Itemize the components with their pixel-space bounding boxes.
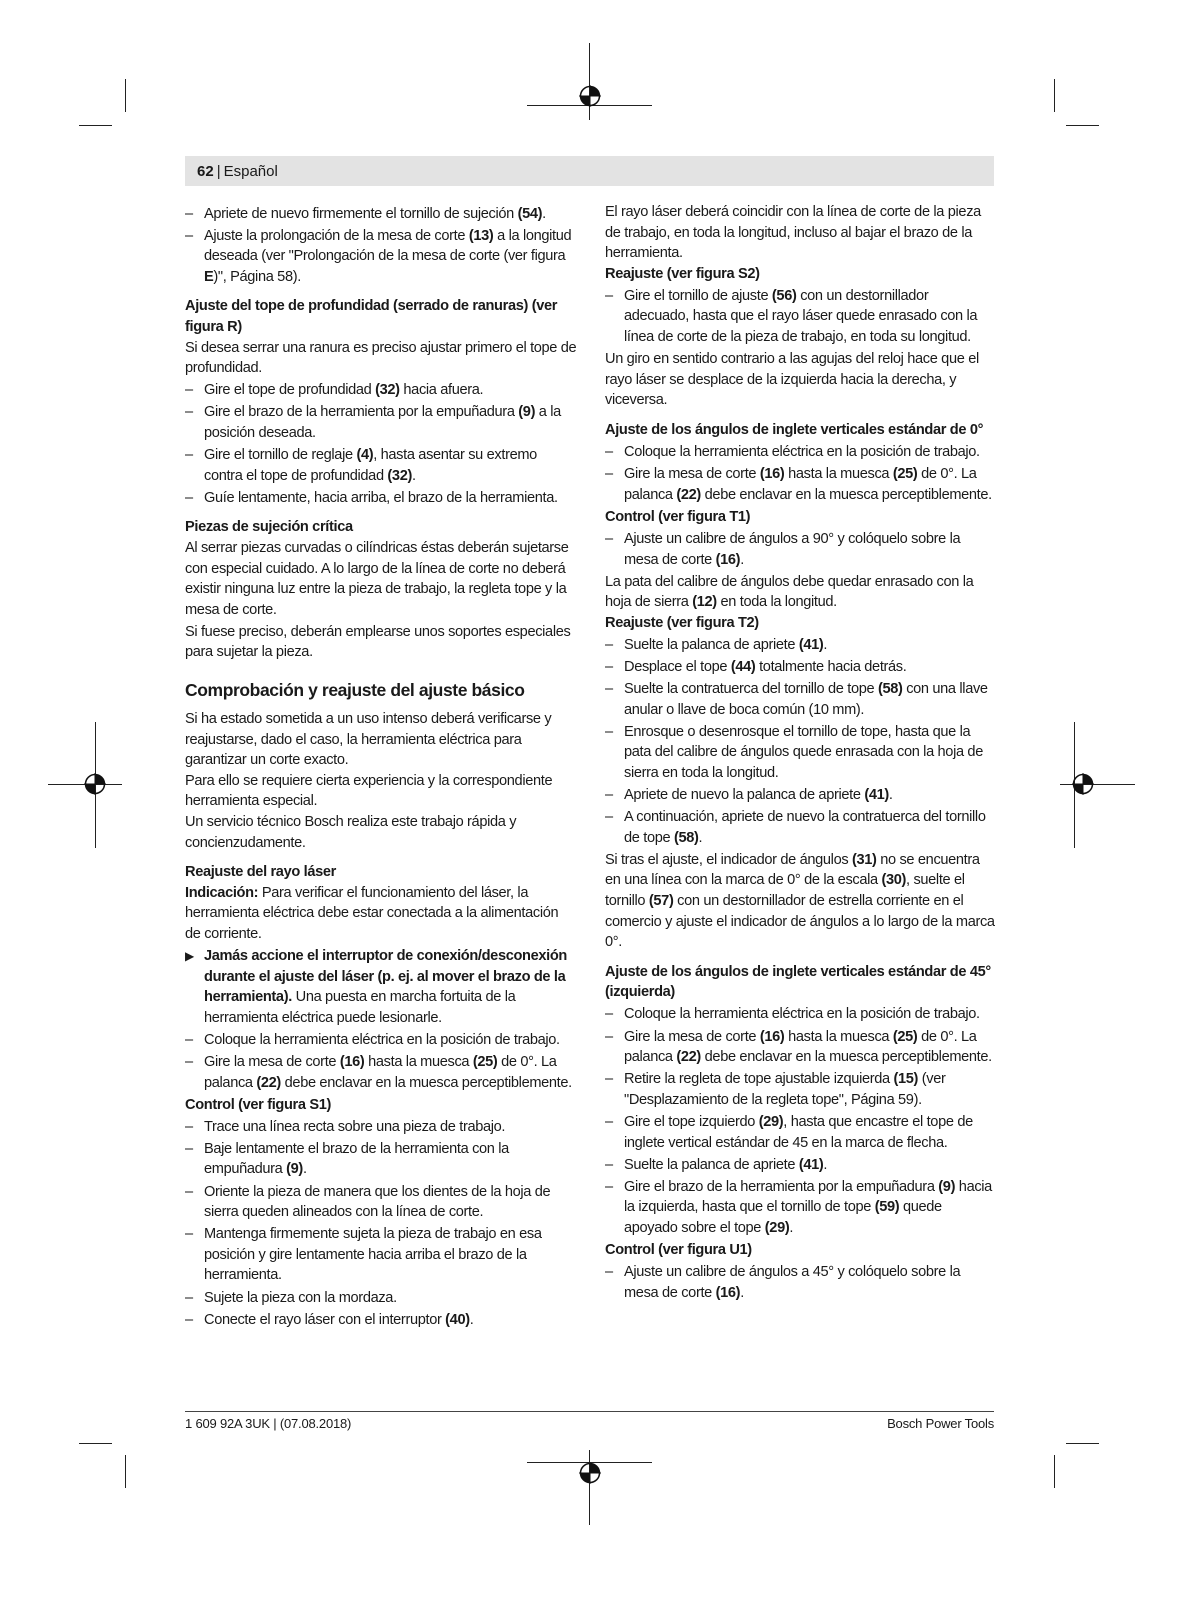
subheading: Reajuste (ver figura S2): [605, 265, 760, 282]
list-item-text: Apriete de nuevo firmemente el tornillo de sujeción (54).: [204, 205, 546, 222]
list-item-text: Coloque la herramienta eléctrica en la posición de trabajo.: [624, 1006, 980, 1023]
dash-bullet: –: [605, 787, 613, 804]
dash-bullet: –: [185, 382, 193, 399]
list-item-text: Coloque la herramienta eléctrica en la posición de trabajo.: [204, 1031, 560, 1048]
list-item-text: Gire el tope de profundidad (32) hacia afuera.: [204, 382, 484, 399]
list-item: [185, 1288, 577, 1309]
dash-bullet: –: [605, 1178, 613, 1195]
list-item-text: Gire el tope izquierdo (29), hasta que encastre el tope de inglete vertical estándar de 45 en la marca de flecha.: [624, 1113, 973, 1151]
subheading: Reajuste del rayo láser: [185, 864, 336, 881]
list-item-text: Ajuste un calibre de ángulos a 90° y colóquelo sobre la mesa de corte (16).: [624, 530, 961, 568]
dash-bullet: –: [605, 723, 613, 740]
dash-bullet: –: [185, 1183, 193, 1200]
paragraph: Si tras el ajuste, el indicador de ángulos (31) no se encuentra en una línea con la marca de 0° de la escala (30), suelte el tornillo (57) con un destornillador de estrella corriente en el comercio y ajuste el indicador de ángulos a lo largo de la marca 0°.: [605, 851, 995, 951]
list-item: [605, 785, 997, 806]
crop-mark: [125, 1455, 126, 1488]
list-item-text: Conecte el rayo láser con el interruptor (40).: [204, 1311, 474, 1328]
dash-bullet: –: [185, 1140, 193, 1157]
paragraph: Si ha estado sometida a un uso intenso deberá verificarse y reajustarse, dado el caso, la herramienta eléctrica para garantizar un corte exacto.: [185, 710, 552, 769]
paragraph: Para ello se requiere cierta experiencia y la correspondiente herramienta especial.: [185, 772, 553, 810]
dash-bullet: –: [605, 1006, 613, 1023]
dash-bullet: –: [185, 1289, 193, 1306]
dash-bullet: –: [185, 1311, 193, 1328]
list-item: [185, 946, 577, 1028]
subheading: Ajuste del tope de profundidad (serrado de ranuras) (ver figura R): [185, 298, 558, 335]
list-item-text: Sujete la pieza con la mordaza.: [204, 1289, 397, 1306]
dash-bullet: –: [605, 1264, 613, 1281]
paragraph: El rayo láser deberá coincidir con la línea de corte de la pieza de trabajo, en toda la longitud, incluso al bajar el brazo de la herramienta.: [605, 204, 981, 262]
dash-bullet: –: [605, 444, 613, 461]
crop-mark: [79, 125, 112, 126]
list-item: [185, 1139, 577, 1180]
registration-mark-icon: [579, 1462, 601, 1484]
list-item-text: Ajuste la prolongación de la mesa de corte (13) a la longitud deseada (ver "Prolongación de la mesa de corte (ver figura E)", Página 58).: [204, 227, 572, 285]
paragraph: Un giro en sentido contrario a las agujas del reloj hace que el rayo láser se desplace de la izquierda hacia la derecha, y viceversa.: [605, 351, 979, 409]
dash-bullet: –: [605, 681, 613, 698]
list-item: [185, 1224, 577, 1286]
paragraph: Un servicio técnico Bosch realiza este trabajo rápida y concienzudamente.: [185, 813, 517, 851]
left-column: [185, 202, 577, 1332]
list-item-text: Suelte la palanca de apriete (41).: [624, 1156, 828, 1173]
list-item: [605, 1069, 997, 1110]
list-item: [605, 442, 997, 463]
crop-mark: [1054, 1455, 1055, 1488]
list-item-text: Jamás accione el interruptor de conexión/desconexión durante el ajuste del láser (p. ej. al mover el brazo de la herramienta). Una puesta en marcha fortuita de la herramienta eléctrica puede lesionarle.: [204, 948, 567, 1026]
dash-bullet: –: [185, 404, 193, 421]
list-item: [605, 1177, 997, 1239]
list-item: [605, 635, 997, 656]
subheading: Control (ver figura T1): [605, 508, 751, 525]
subheading: Control (ver figura U1): [605, 1242, 752, 1258]
page-footer: [185, 1411, 994, 1431]
crop-mark: [1066, 125, 1099, 126]
list-item-text: Enrosque o desenrosque el tornillo de tope, hasta que la pata del calibre de ángulos quede enrasada con la hoja de sierra en toda la longitud.: [624, 723, 983, 781]
paragraph: Si fuese preciso, deberán emplearse unos soportes especiales para sujetar la pieza.: [185, 623, 571, 661]
paragraph: Indicación: Para verificar el funcionamiento del láser, la herramienta eléctrica debe estar conectada a la alimentación de corriente.: [185, 884, 559, 942]
list-item-text: Trace una línea recta sobre una pieza de trabajo.: [204, 1118, 506, 1135]
subheading: Ajuste de los ángulos de inglete verticales estándar de 45° (izquierda): [605, 963, 991, 1001]
list-item-text: A continuación, apriete de nuevo la contratuerca del tornillo de tope (58).: [624, 809, 986, 846]
list-item-text: Desplace el tope (44) totalmente hacia detrás.: [624, 658, 907, 675]
header-language: Español: [223, 162, 278, 180]
list-item: [185, 226, 577, 288]
list-item: [605, 1112, 997, 1153]
list-item-text: Gire la mesa de corte (16) hasta la muesca (25) de 0°. La palanca (22) debe enclavar en la muesca perceptiblemente.: [624, 1028, 992, 1066]
list-item: [185, 204, 577, 225]
subheading: Control (ver figura S1): [185, 1096, 332, 1113]
dash-bullet: –: [605, 1071, 613, 1088]
paragraph: Si desea serrar una ranura es preciso ajustar primero el tope de profundidad.: [185, 339, 577, 377]
section-heading: Comprobación y reajuste del ajuste básico: [185, 679, 525, 700]
registration-line: [589, 43, 590, 120]
list-item: [185, 445, 577, 486]
warning-triangle-icon: ▶: [185, 949, 194, 963]
list-item: [605, 722, 997, 784]
dash-bullet: –: [605, 636, 613, 653]
dash-bullet: –: [185, 1053, 193, 1070]
subheading: Ajuste de los ángulos de inglete verticales estándar de 0°: [605, 421, 984, 438]
subheading: Reajuste (ver figura T2): [605, 614, 759, 631]
list-item: [185, 1030, 577, 1051]
dash-bullet: –: [605, 809, 613, 826]
list-item-text: Ajuste un calibre de ángulos a 45° y colóquelo sobre la mesa de corte (16).: [624, 1264, 961, 1301]
crop-mark: [1054, 79, 1055, 112]
list-item: [185, 1310, 577, 1331]
list-item-text: Guíe lentamente, hacia arriba, el brazo de la herramienta.: [204, 489, 558, 506]
paragraph: La pata del calibre de ángulos debe quedar enrasado con la hoja de sierra (12) en toda la longitud.: [605, 573, 974, 611]
header-separator: |: [216, 162, 221, 180]
list-item: [605, 657, 997, 678]
list-item-text: Gire el brazo de la herramienta por la empuñadura (9) a la posición deseada.: [204, 404, 561, 441]
subheading: Piezas de sujeción crítica: [185, 519, 353, 536]
list-item-text: Gire el tornillo de reglaje (4), hasta asentar su extremo contra el tope de profundidad (32).: [204, 447, 537, 484]
dash-bullet: –: [605, 658, 613, 675]
list-item: [605, 807, 997, 848]
right-column: [605, 202, 997, 1305]
list-item-text: Baje lentamente el brazo de la herramienta con la empuñadura (9).: [204, 1140, 509, 1178]
list-item: [605, 1155, 997, 1176]
document-id: 1 609 92A 3UK | (07.08.2018): [185, 1416, 352, 1431]
list-item: [185, 1117, 577, 1138]
crop-mark: [79, 1443, 112, 1444]
dash-bullet: –: [185, 447, 193, 464]
list-item: [605, 679, 997, 720]
dash-bullet: –: [185, 205, 193, 222]
crop-mark: [125, 79, 126, 112]
dash-bullet: –: [605, 466, 613, 483]
list-item: [605, 529, 997, 570]
list-item-text: Coloque la herramienta eléctrica en la posición de trabajo.: [624, 444, 980, 461]
list-item-text: Mantenga firmemente sujeta la pieza de trabajo en esa posición y gire lentamente hacia arriba el brazo de la herramienta.: [204, 1226, 542, 1284]
dash-bullet: –: [605, 1028, 613, 1045]
list-item: [605, 1262, 997, 1303]
dash-bullet: –: [605, 1113, 613, 1130]
list-item-text: Gire el tornillo de ajuste (56) con un destornillador adecuado, hasta que el rayo láser quede enrasado con la línea de corte de la pieza de trabajo, en toda su longitud.: [624, 287, 978, 346]
list-item: [185, 402, 577, 443]
dash-bullet: –: [605, 287, 613, 304]
list-item: [605, 1027, 997, 1068]
list-item: [185, 1182, 577, 1223]
list-item-text: Suelte la contratuerca del tornillo de tope (58) con una llave anular o llave de boca común (10 mm).: [624, 681, 988, 718]
list-item: [605, 1004, 997, 1025]
paragraph: Al serrar piezas curvadas o cilíndricas éstas deberán sujetarse con especial cuidado. A lo largo de la línea de corte no deberá existir ninguna luz entre la pieza de trabajo, la regleta tope y la mesa de corte.: [185, 539, 569, 618]
dash-bullet: –: [185, 489, 193, 506]
list-item-text: Suelte la palanca de apriete (41).: [624, 636, 828, 653]
dash-bullet: –: [605, 530, 613, 547]
dash-bullet: –: [185, 1118, 193, 1135]
dash-bullet: –: [185, 1226, 193, 1243]
dash-bullet: –: [185, 227, 193, 244]
registration-mark-icon: [1072, 773, 1094, 795]
list-item-text: Oriente la pieza de manera que los dientes de la hoja de sierra queden alineados con la línea de corte.: [204, 1183, 551, 1221]
dash-bullet: –: [605, 1156, 613, 1173]
list-item-text: Apriete de nuevo la palanca de apriete (41).: [624, 787, 893, 804]
page-number: 62: [197, 162, 214, 180]
list-item-text: Gire el brazo de la herramienta por la empuñadura (9) hacia la izquierda, hasta que el tornillo de tope (59) quede apoyado sobre el tope (29).: [624, 1178, 992, 1236]
brand-name: Bosch Power Tools: [887, 1416, 994, 1431]
list-item-text: Gire la mesa de corte (16) hasta la muesca (25) de 0°. La palanca (22) debe enclavar en la muesca perceptiblemente.: [204, 1053, 572, 1091]
crop-mark: [1066, 1443, 1099, 1444]
dash-bullet: –: [185, 1031, 193, 1048]
list-item: [185, 380, 577, 401]
list-item: [605, 286, 997, 348]
list-item: [185, 488, 577, 509]
list-item: [185, 1052, 577, 1093]
list-item-text: Retire la regleta de tope ajustable izquierda (15) (ver "Desplazamiento de la regleta tope", Página 59).: [624, 1071, 946, 1108]
page-header: [185, 156, 994, 186]
registration-mark-icon: [579, 85, 601, 107]
list-item: [605, 464, 997, 505]
registration-mark-icon: [84, 773, 106, 795]
list-item-text: Gire la mesa de corte (16) hasta la muesca (25) de 0°. La palanca (22) debe enclavar en la muesca perceptiblemente.: [624, 466, 992, 503]
